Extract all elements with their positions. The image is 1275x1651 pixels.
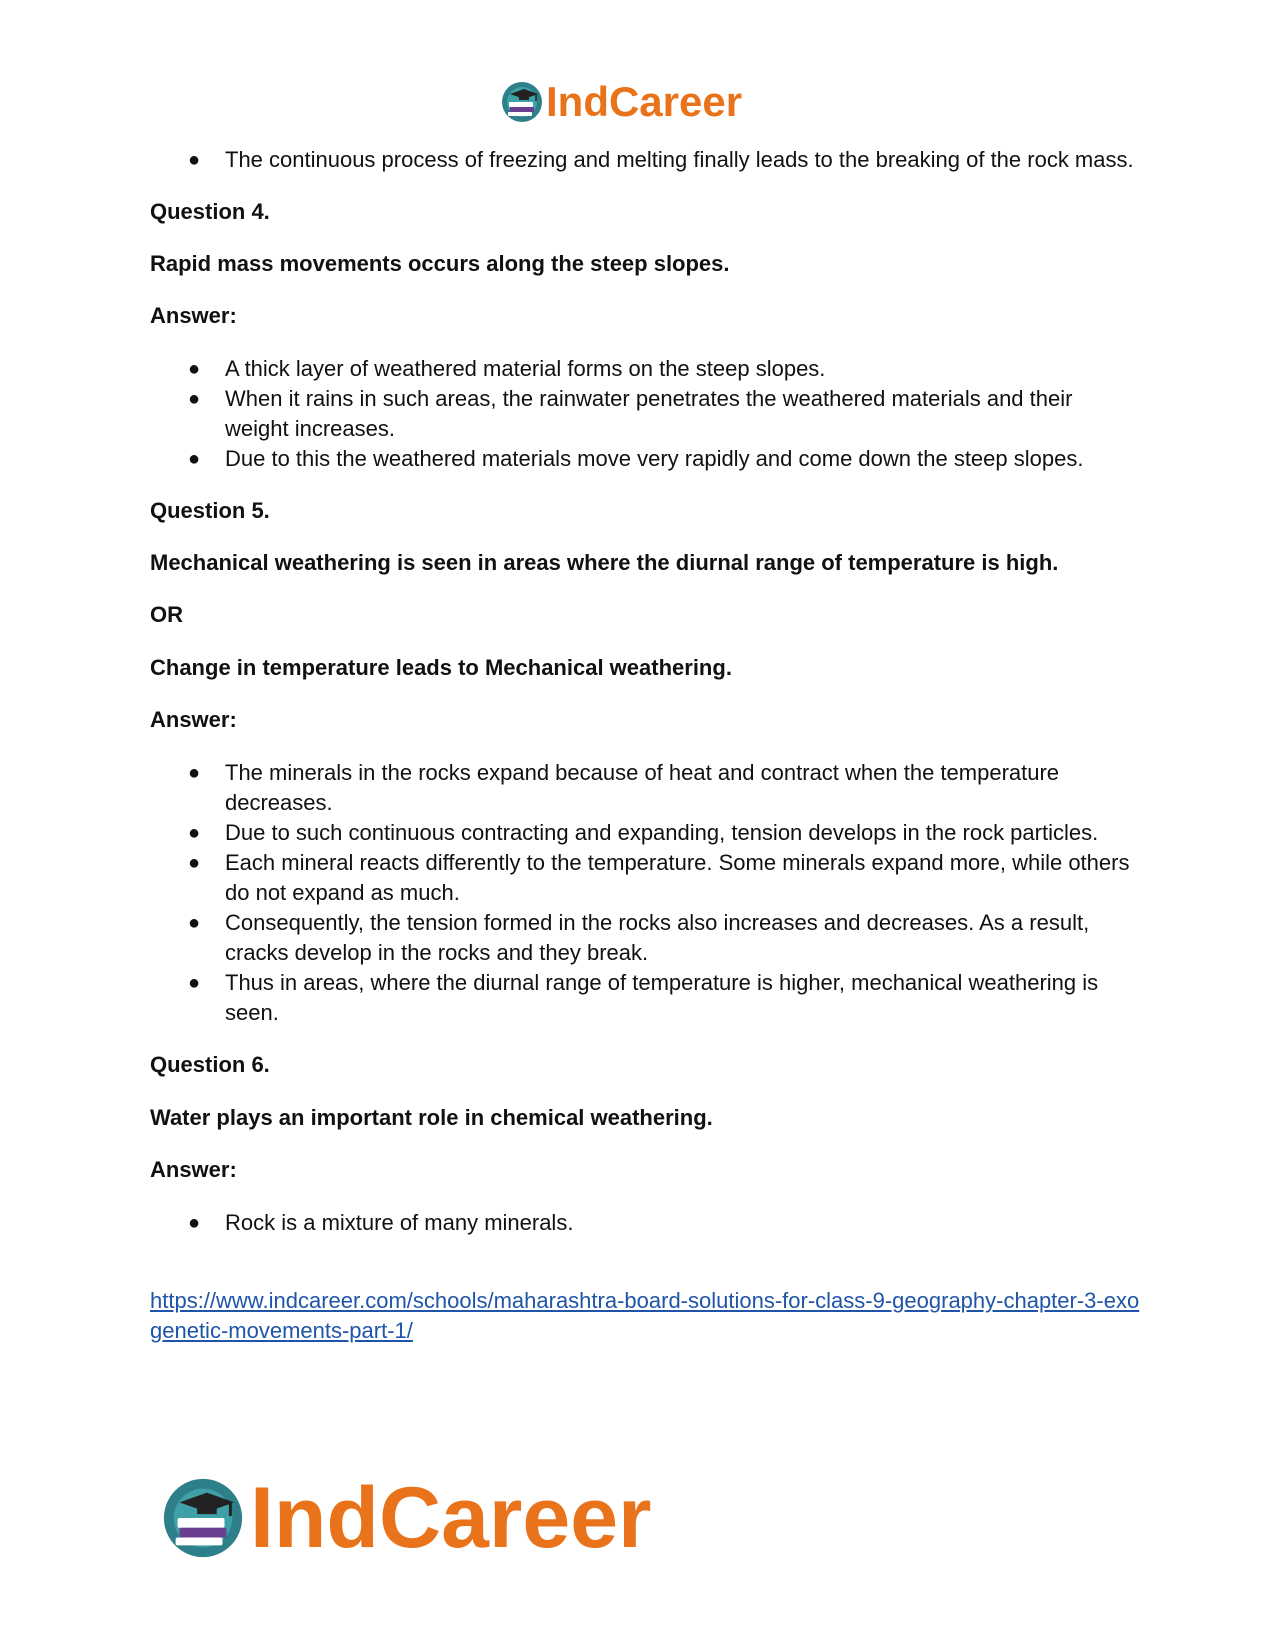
question-5-answer-label: Answer: [150, 707, 237, 732]
logo-text: IndCareer [250, 1470, 652, 1566]
bullet-icon: ● [188, 1212, 201, 1234]
list-item: ● The continuous process of freezing and melting finally leads to the breaking of the rock mass. [150, 145, 1140, 175]
list-item: ● A thick layer of weathered material forms on the steep slopes. [150, 354, 1140, 384]
list-item: ● Due to this the weathered materials move very rapidly and come down the steep slopes. [150, 444, 1140, 474]
question-5-statement-alt: Change in temperature leads to Mechanical weathering. [150, 655, 732, 680]
question-5-answer-list [150, 758, 1140, 1028]
question-6-statement: Water plays an important role in chemical weathering. [150, 1105, 713, 1130]
question-4-answer-list [150, 354, 1140, 474]
list-item: ● Rock is a mixture of many minerals. [150, 1208, 1140, 1238]
question-5-heading: Question 5. [150, 498, 270, 523]
footer-logo [160, 1470, 652, 1566]
question-4-heading: Question 4. [150, 199, 270, 224]
question-5-statement: Mechanical weathering is seen in areas where the diurnal range of temperature is high. [150, 550, 1059, 575]
question-4-answer-label: Answer: [150, 303, 237, 328]
bullet-icon: ● [188, 358, 201, 380]
bullet-icon: ● [188, 822, 201, 844]
question-6-heading: Question 6. [150, 1052, 270, 1077]
list-item: ● Thus in areas, where the diurnal range of temperature is higher, mechanical weathering is seen. [188, 970, 1099, 1025]
bullet-icon: ● [188, 448, 201, 470]
source-url-link[interactable]: https://www.indcareer.com/schools/maharashtra-board-solutions-for-class-9-geography-chapter-3-exogenetic-movements-part-1/ [150, 1288, 1140, 1343]
bullet-icon: ● [188, 912, 201, 934]
logo-text: IndCareer [546, 78, 743, 125]
list-item: ● Due to such continuous contracting and expanding, tension develops in the rock particles. [150, 818, 1140, 848]
document-body [150, 145, 1140, 1346]
list-item: ● Consequently, the tension formed in the rocks also increases and decreases. As a result, cracks develop in the rocks and they break. [188, 910, 1090, 965]
bullet-icon: ● [188, 852, 201, 874]
header-logo [500, 78, 742, 126]
graduation-book-logo-icon [500, 80, 544, 124]
question-5-or-label: OR [150, 602, 183, 627]
bullet-icon: ● [188, 762, 201, 784]
question-6-answer-label: Answer: [150, 1157, 237, 1182]
question-6-answer-list [150, 1208, 1140, 1238]
bullet-icon: ● [188, 972, 201, 994]
graduation-book-logo-icon [160, 1475, 246, 1561]
question-4-statement: Rapid mass movements occurs along the steep slopes. [150, 251, 730, 276]
list-item: ● The minerals in the rocks expand because of heat and contract when the temperature decreases. [188, 760, 1060, 815]
intro-bullet-list [150, 145, 1140, 175]
bullet-icon: ● [188, 149, 201, 171]
list-item: ● Each mineral reacts differently to the temperature. Some minerals expand more, while others do not expand as much. [188, 850, 1130, 905]
list-item: ● When it rains in such areas, the rainwater penetrates the weathered materials and their weight increases. [188, 386, 1073, 441]
bullet-icon: ● [188, 388, 201, 410]
